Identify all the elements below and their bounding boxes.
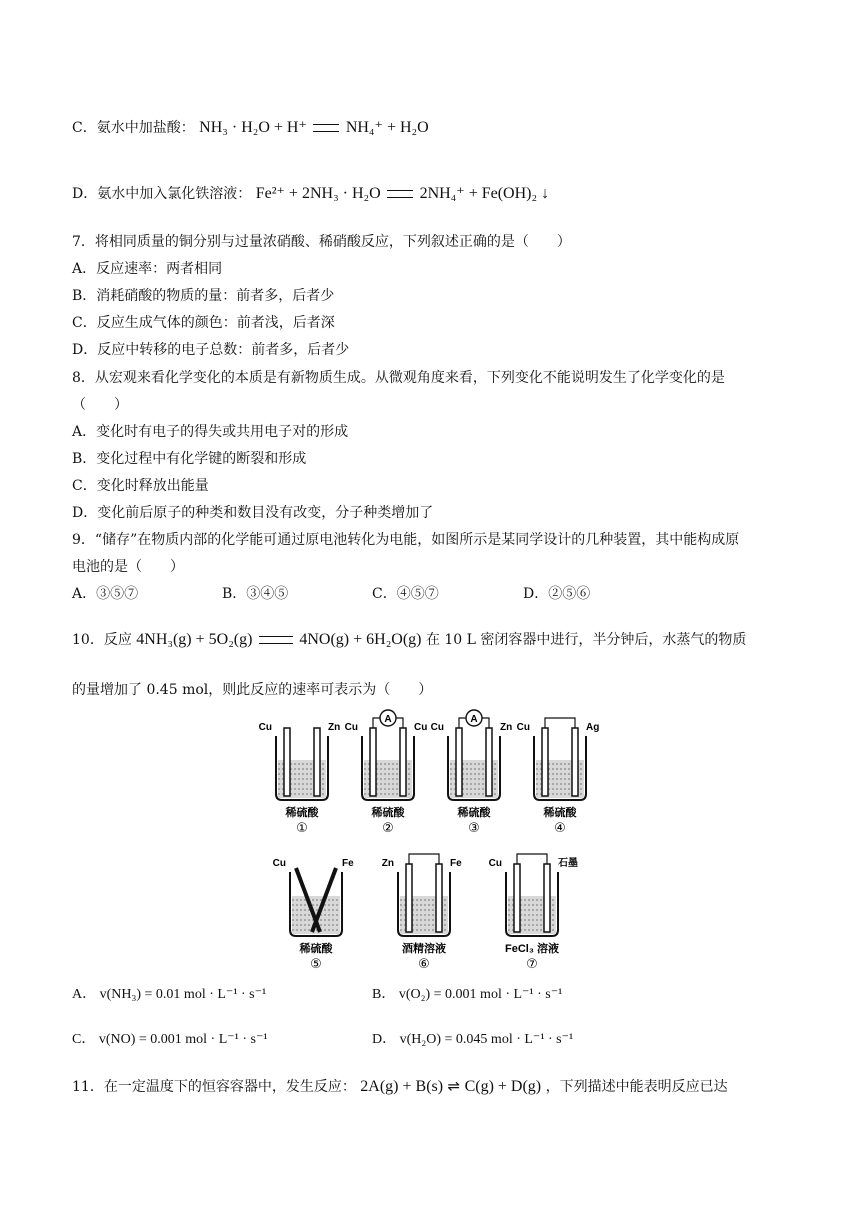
electrode-right <box>400 728 406 796</box>
wire <box>545 718 575 728</box>
equilibrium-arrow-icon: ⇌ <box>447 1077 461 1095</box>
q11-suffix: ，下列描述中能表明反应已达 <box>545 1079 728 1095</box>
electrode-label-right: Ag <box>586 722 600 733</box>
cell-1 <box>259 722 341 835</box>
q9-stem: 9．“储存”在物质内部的化学能可通过原电池转化为电能，如图所示是某同学设计的几种装置，其中能构成原 <box>72 532 740 548</box>
wire <box>482 718 489 728</box>
electrode-label-left: Cu <box>430 722 444 733</box>
q7-option-c: C．反应生成气体的颜色：前者浅，后者深 <box>72 315 335 331</box>
solution-label: FeCl₃ 溶液 <box>505 943 559 955</box>
q9-option-b: B．③④⑤ <box>222 586 289 602</box>
wire <box>517 854 547 864</box>
cell-3 <box>431 710 513 835</box>
cell-number: ⑥ <box>418 956 430 971</box>
electrode-left <box>514 864 520 932</box>
electrode-right <box>436 864 442 932</box>
q8-option-c: C．变化时释放出能量 <box>72 478 209 494</box>
q9-option-d: D．②⑤⑥ <box>523 586 591 602</box>
q8-stem: 8．从宏观来看化学变化的本质是有新物质生成。从微观角度来看，下列变化不能说明发生了化学变化的是 <box>72 370 725 386</box>
q10-stem-cont: 的量增加了 0.45 mol，则此反应的速率可表示为（ ） <box>72 682 433 698</box>
electrode-label-right: Zn <box>500 722 513 733</box>
q6-d-label: D．氨水中加入氯化铁溶液： <box>72 186 252 202</box>
q8-stem-cont: （ ） <box>72 397 128 413</box>
electrode-right <box>572 728 578 796</box>
electrode-left <box>456 728 462 796</box>
q10-option-b: B． v(O₂) = 0.001 mol · L⁻¹ · s⁻¹ <box>372 987 563 1002</box>
q7-option-a: A．反应速率：两者相同 <box>72 261 223 277</box>
cell-7 <box>489 854 578 971</box>
q9-option-c: C．④⑤⑦ <box>372 586 439 602</box>
electrode-left <box>370 728 376 796</box>
solution-label: 稀硫酸 <box>299 943 333 955</box>
q11-reaction-left: 2A(g) + B(s) <box>360 1078 444 1095</box>
equals-sign <box>313 124 339 132</box>
solution-label: 稀硫酸 <box>371 807 405 819</box>
galvanic-cell-diagram <box>260 714 600 970</box>
q10-stem <box>72 630 746 650</box>
electrode-right <box>544 864 550 932</box>
q10-suffix: 在 10 L 密闭容器中进行，半分钟后，水蒸气的物质 <box>425 632 747 648</box>
q6-option-c <box>72 118 429 138</box>
cell-number: ② <box>382 820 394 835</box>
equals-sign <box>259 636 293 644</box>
cell-number: ⑤ <box>310 956 322 971</box>
solution-label: 稀硫酸 <box>457 807 491 819</box>
q8-option-a: A．变化时有电子的得失或共用电子对的形成 <box>72 424 349 440</box>
electrode-label-right: Zn <box>328 722 341 733</box>
wire <box>459 718 466 728</box>
q7-option-d: D．反应中转移的电子总数：前者多，后者少 <box>72 342 350 358</box>
electrode-label-left: Cu <box>344 722 358 733</box>
solution-label: 酒精溶液 <box>402 943 446 955</box>
q11-stem <box>72 1076 728 1097</box>
q9-stem-cont: 电池的是（ ） <box>72 559 184 575</box>
q10-option-a: A． v(NH₃) = 0.01 mol · L⁻¹ · s⁻¹ <box>72 987 267 1002</box>
cell-number: ① <box>296 820 308 835</box>
q6-c-reactants: NH₃ · H₂O + H⁺ <box>199 119 307 136</box>
solution-label: 稀硫酸 <box>285 807 319 819</box>
q7-option-b: B．消耗硝酸的物质的量：前者多，后者少 <box>72 288 335 304</box>
cell-number: ③ <box>468 820 480 835</box>
electrode-label-right: Cu <box>414 722 428 733</box>
q6-option-d <box>72 184 549 204</box>
q8-option-b: B．变化过程中有化学键的断裂和形成 <box>72 451 307 467</box>
q6-c-label: C．氨水中加盐酸： <box>72 120 195 136</box>
cell-4 <box>517 718 600 835</box>
electrode-right <box>486 728 492 796</box>
wire <box>396 718 403 728</box>
q9-option-a: A．③⑤⑦ <box>72 586 139 602</box>
ammeter-label: A <box>470 714 478 725</box>
electrode-left <box>406 864 412 932</box>
cell-2 <box>345 710 428 835</box>
q6-d-reactants: Fe²⁺ + 2NH₃ · H₂O <box>255 185 381 202</box>
cell-5 <box>273 858 354 971</box>
electrode-label-left: Cu <box>258 722 272 733</box>
cell-number: ⑦ <box>526 956 538 971</box>
q7-stem: 7．将相同质量的铜分别与过量浓硝酸、稀硝酸反应，下列叙述正确的是（ ） <box>72 234 571 250</box>
q11-reaction-right: C(g) + D(g) <box>464 1078 542 1095</box>
electrode-label-right: 石墨 <box>558 858 578 869</box>
wire <box>373 718 380 728</box>
electrode-left <box>284 728 290 796</box>
q6-c-products: NH₄⁺ + H₂O <box>345 119 429 136</box>
electrode-label-left: Cu <box>272 858 286 869</box>
electrode-label-left: Cu <box>516 722 530 733</box>
q10-option-c: C． v(NO) = 0.001 mol · L⁻¹ · s⁻¹ <box>72 1032 268 1047</box>
q6-d-products: 2NH₄⁺ + Fe(OH)₂ ↓ <box>419 185 550 202</box>
electrode-label-right: Fe <box>342 858 354 869</box>
ammeter-label: A <box>384 714 392 725</box>
solution-label: 稀硫酸 <box>543 807 577 819</box>
q10-products: 4NO(g) + 6H₂O(g) <box>299 631 422 648</box>
wire <box>409 854 439 864</box>
electrode-label-right: Fe <box>450 858 462 869</box>
cell-number: ④ <box>554 820 566 835</box>
q11-prefix: 11．在一定温度下的恒容容器中，发生反应： <box>72 1079 356 1095</box>
equals-sign <box>387 190 413 198</box>
electrode-right <box>314 728 320 796</box>
electrode-label-left: Zn <box>381 858 394 869</box>
q10-reactants: 4NH₃(g) + 5O₂(g) <box>136 631 253 648</box>
q10-prefix: 10．反应 <box>72 632 132 648</box>
q8-option-d: D．变化前后原子的种类和数目没有改变，分子种类增加了 <box>72 505 434 521</box>
electrode-left <box>542 728 548 796</box>
electrode-label-left: Cu <box>488 858 502 869</box>
cell-6 <box>382 854 462 971</box>
q10-option-d: D． v(H₂O) = 0.045 mol · L⁻¹ · s⁻¹ <box>372 1032 574 1047</box>
